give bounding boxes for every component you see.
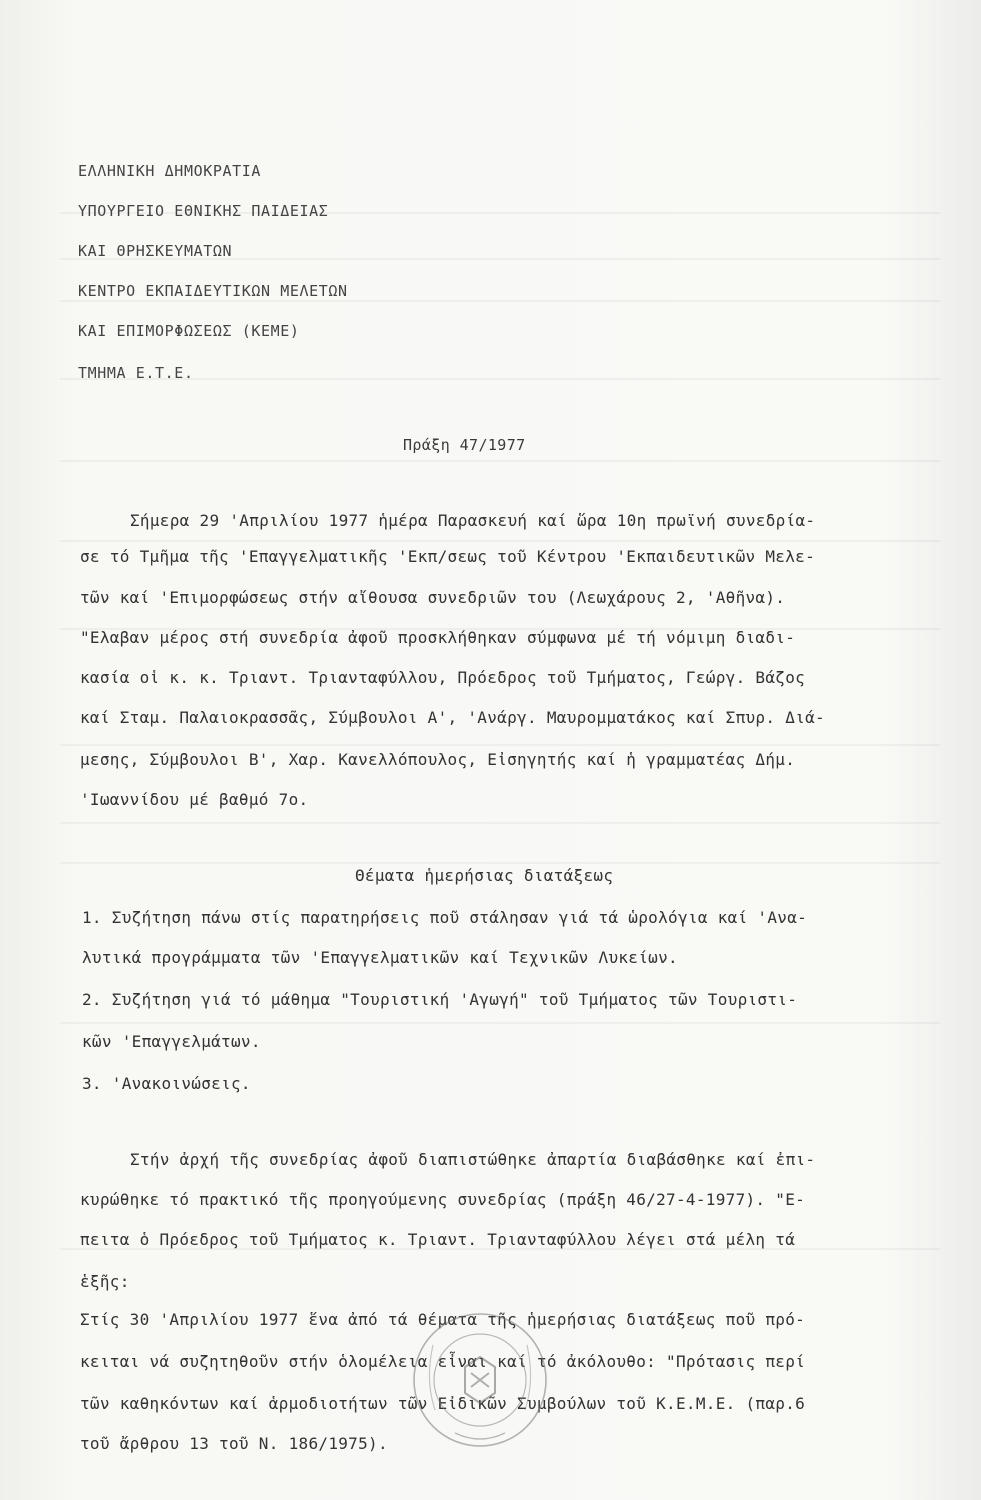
agenda-title: Θέματα ἡμερήσιας διατάξεως [355, 866, 614, 885]
agenda-item: λυτικά προγράμματα τῶν 'Επαγγελματικῶν καί Τεχνικῶν Λυκείων. [82, 948, 678, 967]
intro-line: σε τό Τμῆμα τῆς 'Επαγγελματικῆς 'Εκπ/σεως τοῦ Κέντρου 'Εκπαιδευτικῶν Μελε- [80, 547, 816, 566]
intro-line: Σήμερα 29 'Απριλίου 1977 ἡμέρα Παρασκευή καί ὥρα 10η πρωϊνή συνεδρία- [130, 511, 816, 530]
agenda-item: κῶν 'Επαγγελμάτων. [82, 1032, 261, 1051]
official-seal [405, 1305, 555, 1455]
body-line: Στήν ἀρχή τῆς συνεδρίας ἀφοῦ διαπιστώθηκε ἀπαρτία διαβάσθηκε καί ἐπι- [130, 1150, 816, 1169]
body-line: Στίς 30 'Απριλίου 1977 ἕνα ἀπό τά θέματα τῆς ἡμερήσιας διατάξεως ποῦ πρό- [80, 1310, 806, 1329]
intro-line: 'Ιωαννίδου μέ βαθμό 7ο. [80, 790, 309, 809]
header-line: ΚΕΝΤΡΟ ΕΚΠΑΙΔΕΥΤΙΚΩΝ ΜΕΛΕΤΩΝ [78, 282, 348, 300]
body-line: ἑξῆς: [80, 1272, 130, 1291]
show-through-line [60, 300, 940, 302]
show-through-line [60, 744, 940, 746]
show-through-line [60, 862, 940, 864]
body-line: τοῦ ἄρθρου 13 τοῦ Ν. 186/1975). [80, 1434, 388, 1453]
agenda-item: 3. 'Ανακοινώσεις. [82, 1074, 251, 1093]
agenda-item: 1. Συζήτηση πάνω στίς παρατηρήσεις ποῦ στάλησαν γιά τά ὡρολόγια καί 'Ανα- [82, 908, 808, 927]
intro-line: καί Σταμ. Παλαιοκρασσᾶς, Σύμβουλοι Α', 'Ανάργ. Μαυρομματάκος καί Σπυρ. Διά- [80, 708, 825, 727]
show-through-line [60, 822, 940, 824]
show-through-line [60, 540, 940, 542]
show-through-line [60, 1022, 940, 1024]
header-line: ΚΑΙ ΘΡΗΣΚΕΥΜΑΤΩΝ [78, 242, 233, 260]
intro-line: μεσης, Σύμβουλοι Β', Χαρ. Κανελλόπουλος, Εἰσηγητής καί ἡ γραμματέας Δήμ. [80, 750, 796, 769]
body-line: κυρώθηκε τό πρακτικό τῆς προηγούμενης συνεδρίας (πράξη 46/27-4-1977). "Ε- [80, 1190, 806, 1209]
header-line: ΚΑΙ ΕΠΙΜΟΡΦΩΣΕΩΣ (ΚΕΜΕ) [78, 322, 300, 340]
show-through-line [60, 460, 940, 462]
body-line: πειτα ὁ Πρόεδρος τοῦ Τμήματος κ. Τριαντ. Τριανταφύλλου λέγει στά μέλη τά [80, 1230, 796, 1249]
intro-line: τῶν καί 'Επιμορφώσεως στήν αἴθουσα συνεδριῶν του (Λεωχάρους 2, 'Αθῆνα). [80, 588, 786, 607]
body-line: τῶν καθηκόντων καί ἁρμοδιοτήτων τῶν Εἰδικῶν Συμβούλων τοῦ Κ.Ε.Μ.Ε. (παρ.6 [80, 1394, 806, 1413]
document-title: Πράξη 47/1977 [403, 436, 526, 454]
agenda-item: 2. Συζήτηση γιά τό μάθημα "Τουριστική 'Αγωγή" τοῦ Τμήματος τῶν Τουριστι- [82, 990, 798, 1009]
header-line: ΥΠΟΥΡΓΕΙΟ ΕΘΝΙΚΗΣ ΠΑΙΔΕΙΑΣ [78, 202, 329, 220]
body-line: κειται νά συζητηθοῦν στήν ὁλομέλεια εἶναι καί τό ἀκόλουθο: "Πρότασις περί [80, 1352, 806, 1371]
header-line: ΕΛΛΗΝΙΚΗ ΔΗΜΟΚΡΑΤΙΑ [78, 162, 261, 180]
intro-line: κασία οἱ κ. κ. Τριαντ. Τριανταφύλλου, Πρόεδρος τοῦ Τμήματος, Γεώργ. Βάζος [80, 668, 806, 687]
intro-line: "Ελαβαν μέρος στή συνεδρία ἀφοῦ προσκλήθηκαν σύμφωνα μέ τή νόμιμη διαδι- [80, 628, 796, 647]
header-line: ΤΜΗΜΑ Ε.Τ.Ε. [78, 364, 194, 382]
